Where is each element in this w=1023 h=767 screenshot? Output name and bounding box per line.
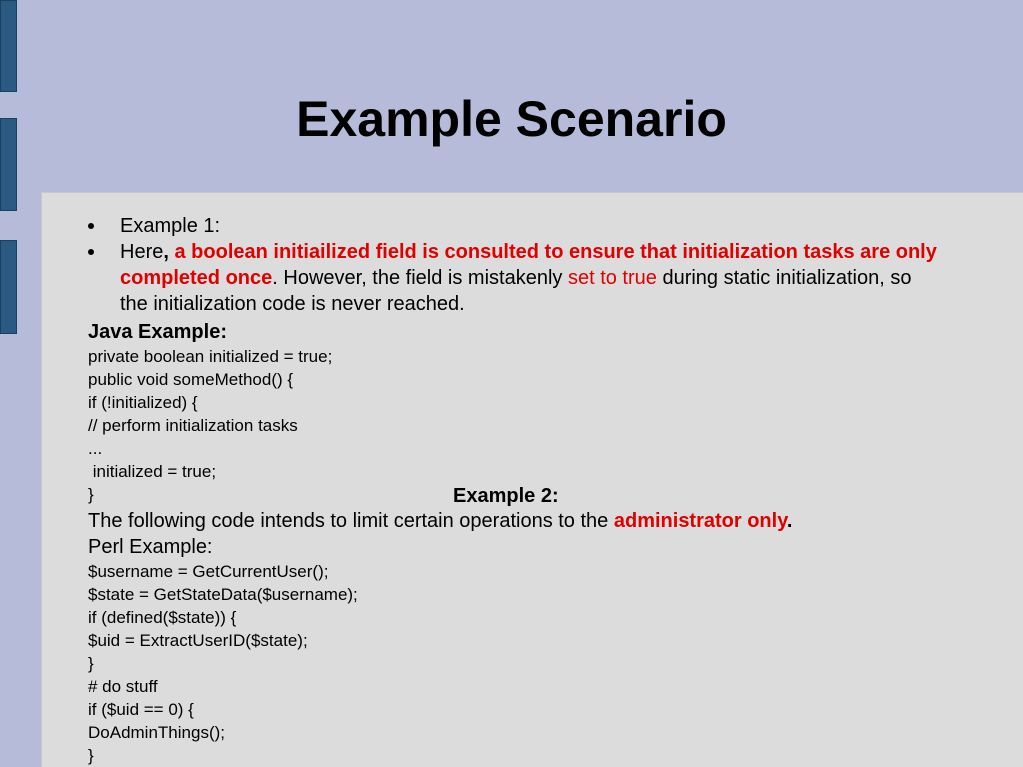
bullet-lead: Here bbox=[120, 241, 164, 263]
code-line: $username = GetCurrentUser(); bbox=[88, 562, 329, 581]
slide-title: Example Scenario bbox=[296, 91, 727, 147]
bullet-example-1 bbox=[42, 213, 942, 239]
bullet-dot-icon bbox=[88, 249, 94, 255]
code-line: } bbox=[88, 485, 94, 504]
bullet-tail: during static initialization, so the initialization code is never reached. bbox=[120, 267, 912, 315]
desc-end: . bbox=[786, 510, 793, 532]
java-example-heading: Java Example: bbox=[88, 321, 227, 343]
bullet-text: Example 1: bbox=[120, 215, 221, 237]
perl-code-block bbox=[88, 560, 358, 767]
bullet-description bbox=[42, 239, 942, 317]
code-line: if ($uid == 0) { bbox=[88, 700, 194, 719]
perl-example-heading: Perl Example: bbox=[88, 536, 213, 558]
code-line: } bbox=[88, 654, 94, 673]
sidebar-decoration-top bbox=[0, 0, 17, 92]
example-2-heading: Example 2: bbox=[453, 485, 559, 507]
bullet-dot-icon bbox=[88, 223, 94, 229]
code-line: if (!initialized) { bbox=[88, 393, 198, 412]
java-code-block bbox=[88, 345, 332, 506]
highlight-admin: administrator only bbox=[613, 510, 787, 532]
code-line: public void someMethod() { bbox=[88, 370, 294, 389]
code-line: initialized = true; bbox=[88, 462, 217, 481]
desc-lead: The following code intends to limit certain operations to the bbox=[88, 510, 614, 532]
bullet-mid: . However, the field is mistakenly bbox=[272, 267, 568, 289]
code-line: $state = GetStateData($username); bbox=[88, 585, 358, 604]
code-line: if (defined($state)) { bbox=[88, 608, 237, 627]
sidebar-decoration-bottom bbox=[0, 240, 17, 334]
code-line: $uid = ExtractUserID($state); bbox=[88, 631, 308, 650]
code-line: private boolean initialized = true; bbox=[88, 347, 333, 366]
highlight-red: set to true bbox=[567, 267, 657, 289]
bullet-list bbox=[42, 213, 942, 317]
example-2-description bbox=[88, 508, 792, 534]
highlight-bold-red: a boolean initiailized field is consulted to ensure that initialization tasks are only completed once bbox=[120, 241, 937, 289]
code-line: # do stuff bbox=[88, 677, 158, 696]
code-line: } bbox=[88, 746, 94, 765]
code-line: DoAdminThings(); bbox=[88, 723, 225, 742]
code-line: // perform initialization tasks bbox=[88, 416, 298, 435]
bullet-comma: , bbox=[163, 241, 169, 263]
content-panel bbox=[41, 192, 1023, 767]
code-line: ... bbox=[88, 439, 103, 458]
